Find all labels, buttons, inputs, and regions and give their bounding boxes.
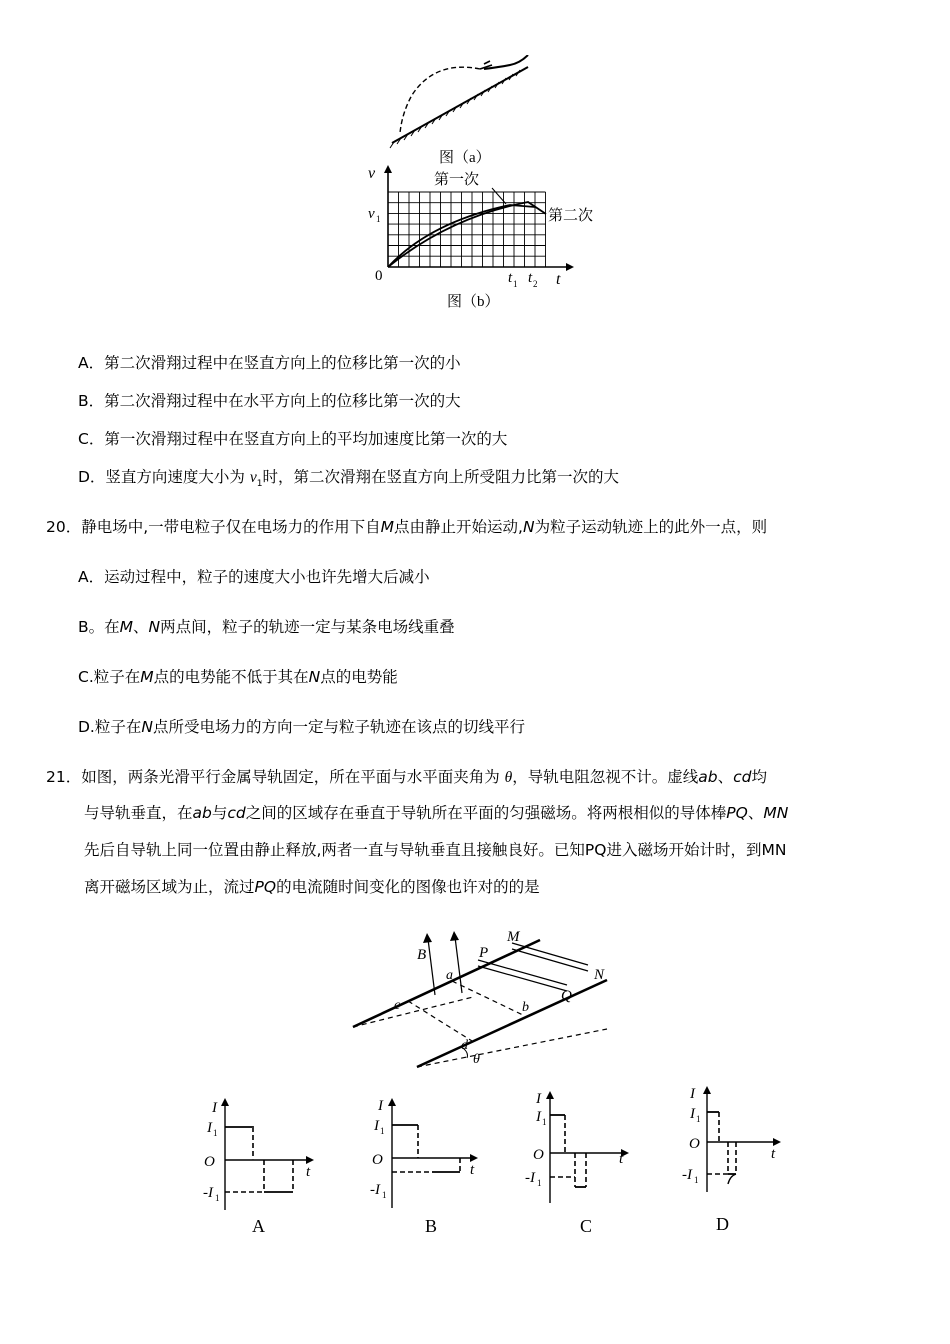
q19-option-c: C．第一次滑翔过程中在竖直方向上的平均加速度比第一次的大: [78, 430, 508, 448]
q19-option-a: A．第二次滑翔过程中在竖直方向上的位移比第一次的小: [78, 354, 461, 372]
graph-a-caption: A: [252, 1216, 265, 1236]
v1-sub: 1: [376, 214, 381, 224]
t-axis-label: t: [556, 271, 561, 288]
q20-point-m: M: [380, 518, 395, 536]
t2-label: t: [528, 270, 533, 286]
t2-sub: 2: [533, 279, 538, 289]
q19-d-var: v: [249, 469, 257, 486]
second-run-label: 第二次: [548, 208, 594, 224]
q20-b-part: 两点间，粒子的轨迹一定与某条电场线重叠: [160, 618, 455, 636]
q21-pq: PQ: [254, 878, 277, 896]
graph-a-neg-label: -I: [203, 1185, 213, 1201]
q21-ab: ab: [698, 768, 718, 786]
graph-d-i1-sub: 1: [696, 1114, 701, 1124]
q21-text: ，导轨电阻忽视不计。虚线: [512, 768, 699, 786]
q20-c-part: C.粒子在: [78, 668, 141, 686]
graph-a: [190, 1090, 325, 1220]
graph-a-o-label: O: [204, 1154, 215, 1170]
graph-c-neg-label: -I: [525, 1170, 535, 1186]
t1-label: t: [508, 270, 513, 286]
q20-stem-part: 点由静止开始运动,: [394, 518, 523, 536]
q21-mn: MN: [763, 804, 789, 822]
q21-theta: θ: [504, 769, 513, 786]
q20-stem-part: 为粒子运动轨迹上的此外一点，则: [534, 518, 768, 536]
q21-line-4: [84, 875, 540, 897]
graph-d-neg-sub: 1: [694, 1175, 699, 1185]
graph-d-i1-label: I: [690, 1106, 695, 1122]
q21-text: 、: [747, 804, 764, 822]
graph-b-neg-sub: 1: [382, 1190, 387, 1200]
graph-b-i1-label: I: [374, 1118, 379, 1134]
graph-b-o-label: O: [372, 1152, 383, 1168]
q19-d-post: 时，第二次滑翔在竖直方向上所受阻力比第一次的大: [262, 468, 620, 486]
q21-line-3: 先后自导轨上同一位置由静止释放,两者一直与导轨垂直且接触良好。已知PQ进入磁场开始计时，到MN: [84, 841, 787, 859]
graph-c-i1-sub: 1: [542, 1117, 547, 1127]
q21-text: 21．如图，两条光滑平行金属导轨固定，所在平面与水平面夹角为: [46, 768, 505, 786]
graph-b-t-label: t: [470, 1162, 475, 1178]
graph-a-i1-label: I: [207, 1120, 212, 1136]
q20-b-part: B。在: [78, 618, 120, 636]
graph-b-caption: B: [425, 1216, 438, 1236]
graph-a-i-label: I: [212, 1100, 217, 1116]
graph-c-o-label: O: [533, 1147, 544, 1163]
q20-d-part: 点所受电场力的方向一定与粒子轨迹在该点的切线平行: [152, 718, 525, 736]
q20-option-d: [78, 715, 525, 737]
q21-line-1: [46, 765, 767, 787]
graph-a-i1-sub: 1: [213, 1128, 218, 1138]
q21-text: 与导轨垂直，在: [84, 804, 193, 822]
q21-line-2: [84, 801, 788, 823]
q20-d-n: N: [141, 718, 153, 736]
graph-d-neg-label: -I: [682, 1167, 692, 1183]
q21-ab: ab: [192, 804, 212, 822]
v-axis-label: v: [368, 165, 376, 182]
label-c: c: [394, 998, 401, 1013]
graph-d-t-label: t: [771, 1146, 776, 1162]
q21-cd: cd: [227, 804, 246, 822]
q20-c-part: 点的电势能: [320, 668, 398, 686]
graph-a-t-label: t: [306, 1164, 311, 1180]
label-n: N: [594, 967, 605, 983]
q20-c-m: M: [140, 668, 154, 686]
rail-diagram: [345, 925, 620, 1070]
q20-option-b: [78, 615, 455, 637]
graph-b-neg-label: -I: [370, 1182, 380, 1198]
graph-c-neg-sub: 1: [537, 1178, 542, 1188]
q19-option-b: B．第二次滑翔过程中在水平方向上的位移比第一次的大: [78, 392, 461, 410]
q21-text: 之间的区域存在垂直于导轨所在平面的匀强磁场。将两根相似的导体棒: [245, 804, 727, 822]
graph-b-i-label: I: [378, 1098, 383, 1114]
t1-sub: 1: [513, 279, 518, 289]
graph-b: [360, 1090, 495, 1220]
q20-c-n: N: [308, 668, 321, 686]
q21-text: 、: [717, 768, 734, 786]
q19-option-d: [78, 465, 619, 489]
origin-label: 0: [375, 268, 383, 284]
label-a: a: [446, 968, 453, 983]
q21-text: 与: [211, 804, 228, 822]
q21-pq: PQ: [726, 804, 748, 822]
graph-b-i1-sub: 1: [380, 1126, 385, 1136]
graph-c: [515, 1085, 650, 1210]
q21-text: 的电流随时间变化的图像也许对的的是: [276, 878, 540, 896]
label-p: P: [479, 945, 489, 961]
figure-b-caption: 图（b）: [447, 294, 500, 310]
q20-option-a: A．运动过程中，粒子的速度大小也许先增大后减小: [78, 568, 430, 586]
figure-b-graph: [360, 162, 620, 297]
q20-stem-part: 20．静电场中,一带电粒子仅在电场力的作用下自: [46, 518, 381, 536]
q21-cd: cd: [733, 768, 752, 786]
graph-c-t-label: t: [619, 1151, 624, 1167]
label-q: Q: [561, 988, 572, 1004]
q20-option-c: [78, 665, 398, 687]
first-run-label: 第一次: [434, 172, 480, 188]
q19-d-sub: 1: [256, 479, 263, 490]
label-theta: θ: [473, 1052, 480, 1067]
graph-d-o-label: O: [689, 1136, 700, 1152]
q20-b-part: 、: [133, 618, 149, 636]
q20-d-part: D.粒子在: [78, 718, 142, 736]
figure-a-diagram: [380, 55, 540, 150]
label-b: b: [522, 1000, 529, 1015]
q20-b-n: N: [148, 618, 161, 636]
q19-d-pre: D．竖直方向速度大小为: [78, 468, 250, 486]
q21-text: 均: [751, 768, 768, 786]
graph-a-neg-sub: 1: [215, 1193, 220, 1203]
q20-b-m: M: [119, 618, 134, 636]
label-m: M: [507, 929, 520, 945]
q20-c-part: 点的电势能不低于其在: [153, 668, 309, 686]
graph-d: [672, 1080, 797, 1205]
figure-a-caption: 图（a）: [439, 150, 491, 166]
label-d: d: [461, 1038, 468, 1053]
graph-c-i-label: I: [536, 1091, 541, 1107]
v1-label: v: [368, 206, 375, 222]
q21-text: 离开磁场区域为止，流过: [84, 878, 255, 896]
graph-c-caption: C: [580, 1216, 593, 1236]
q20-stem: [46, 515, 767, 537]
label-b-field: B: [417, 947, 427, 963]
q20-point-n: N: [522, 518, 535, 536]
graph-d-i-label: I: [690, 1086, 695, 1102]
graph-d-caption: D: [716, 1214, 729, 1234]
graph-c-i1-label: I: [536, 1109, 541, 1125]
